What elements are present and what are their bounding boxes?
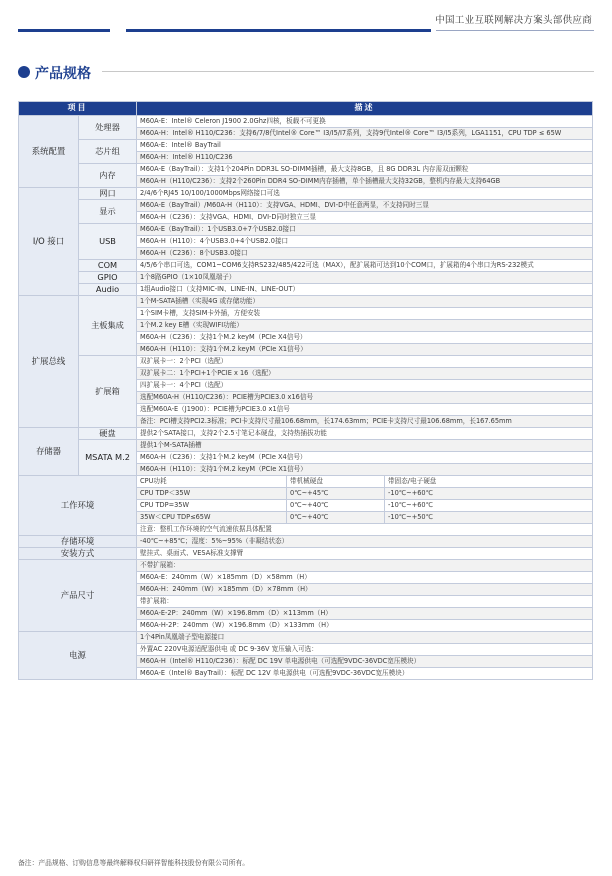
spec-value: 1个8路GPIO（1×10凤凰端子） — [137, 272, 593, 284]
spec-value: 1个4Pin凤凰端子型电源接口 — [137, 632, 593, 644]
sub-display: 显示 — [79, 200, 137, 224]
spec-value: 外置AC 220V电源适配器供电 或 DC 9-36V 宽压输入可选： — [137, 644, 593, 656]
spec-value: 双扩展卡二：1个PCI+1个PCIE x 16（选配） — [137, 368, 593, 380]
section-rule — [102, 71, 594, 72]
env-cell: -10℃~+60℃ — [385, 488, 593, 500]
env-cell: 0℃~+45℃ — [287, 488, 385, 500]
spec-value: M60A-E（BayTrail）：支持1个204Pin DDR3L SO-DIMM插槽，最大支持8GB，且 8G DDR3L 内存需双面颗粒 — [137, 164, 593, 176]
spec-value: 双扩展卡一：2个PCI（选配） — [137, 356, 593, 368]
spec-value: M60A-H（C236）：支持1个M.2 keyM（PCIe X4信号） — [137, 452, 593, 464]
spec-value: 选配M60A-H（H110/C236）：PCIE槽为PCIE3.0 x16信号 — [137, 392, 593, 404]
spec-value: 壁挂式、桌面式、VESA标准支撑臂 — [137, 548, 593, 560]
spec-value: 四扩展卡一：4个PCI（选配） — [137, 380, 593, 392]
spec-value: 4/5/6个串口可选，COM1~COM6支持RS232/485/422可选（MAX），配扩展箱可达到10个COM口，扩展箱的4个串口为RS-232模式 — [137, 260, 593, 272]
env-cell: CPU TDP=35W — [137, 500, 287, 512]
category-storage: 存储器 — [19, 428, 79, 476]
sub-box: 扩展箱 — [79, 356, 137, 428]
sub-usb: USB — [79, 224, 137, 260]
sub-lan: 网口 — [79, 188, 137, 200]
category-io: I/O 接口 — [19, 188, 79, 296]
spec-value: M60A-H（H110/C236）：支持2个260Pin DDR4 SO-DIMM内存插槽，单个插槽最大支持32GB，整机内存最大支持64GB — [137, 176, 593, 188]
category-storage-env: 存储环境 — [19, 536, 137, 548]
spec-value: M60A-E（BayTrail）/M60A-H（H110）：支持VGA、HDMI、DVI-D中任意两显，不支持同时三显 — [137, 200, 593, 212]
spec-value: 2/4/6个RJ45 10/100/1000Mbps网络接口可选 — [137, 188, 593, 200]
spec-value: M60A-E：240mm（W）×185mm（D）×58mm（H） — [137, 572, 593, 584]
category-power: 电源 — [19, 632, 137, 680]
spec-value: M60A-H：Intel® H110/C236：支持6/7/8代Intel® Core™ I3/I5/I7系列，支持9代Intel® Core™ I3/I5系列，LGA1151，CPU TDP ≤ 65W — [137, 128, 593, 140]
spec-value: 1个SIM卡槽，支持SIM卡外插，方便安装 — [137, 308, 593, 320]
spec-value: -40℃~+85℃；湿度：5%~95%（非凝结状态） — [137, 536, 593, 548]
env-note: 注意：整机工作环境的空气流速依据具体配置 — [137, 524, 593, 536]
sub-com: COM — [79, 260, 137, 272]
sub-audio: Audio — [79, 284, 137, 296]
env-head-ssd: 带固态/电子硬盘 — [385, 476, 593, 488]
env-head-cpu: CPU功耗 — [137, 476, 287, 488]
spec-value: M60A-H（C236）：支持1个M.2 keyM（PCIe X4信号） — [137, 332, 593, 344]
header-item: 项目 — [19, 102, 137, 116]
spec-value: M60A-H-2P：240mm（W）×196.8mm（D）×133mm（H） — [137, 620, 593, 632]
section-dot-icon — [18, 66, 30, 78]
category-size: 产品尺寸 — [19, 560, 137, 632]
spec-value: M60A-E：Intel® Celeron J1900 2.0Ghz四核，板载不可更换 — [137, 116, 593, 128]
header-bar-middle — [126, 29, 431, 32]
spec-table — [18, 101, 593, 680]
spec-value: 带扩展箱： — [137, 596, 593, 608]
spec-value: 1个M.2 key E槽（实现WIFI功能） — [137, 320, 593, 332]
spec-value: 选配M60A-E（J1900）：PCIE槽为PCIE3.0 x1信号 — [137, 404, 593, 416]
spec-value: M60A-E（BayTrail）：1个USB3.0+7个USB2.0接口 — [137, 224, 593, 236]
spec-value: 1组Audio接口（支持MIC-IN、LINE-IN、LINE-OUT） — [137, 284, 593, 296]
spec-value: 提供2个SATA接口，支持2个2.5寸笔记本硬盘，支持热插拔功能 — [137, 428, 593, 440]
header-desc: 描述 — [137, 102, 593, 116]
spec-value: M60A-H（H110）：支持1个M.2 keyM（PCIe X1信号） — [137, 464, 593, 476]
spec-value: 备注：PCI槽支持PCI2.3标准；PCI卡支持尺寸最106.68mm，长174.63mm；PCIE卡支持尺寸最106.68mm，长167.65mm — [137, 416, 593, 428]
sub-msata: MSATA M.2 — [79, 440, 137, 476]
spec-value: M60A-H（H110）：4个USB3.0+4个USB2.0接口 — [137, 236, 593, 248]
spec-value: M60A-H：Intel® H110/C236 — [137, 152, 593, 164]
spec-value: M60A-H（C236）：8个USB3.0接口 — [137, 248, 593, 260]
sub-chipset: 芯片组 — [79, 140, 137, 164]
env-cell: 0℃~+40℃ — [287, 500, 385, 512]
sub-processor: 处理器 — [79, 116, 137, 140]
env-cell: -10℃~+60℃ — [385, 500, 593, 512]
env-cell: CPU TDP＜35W — [137, 488, 287, 500]
header-bar-left — [18, 29, 110, 32]
sub-memory: 内存 — [79, 164, 137, 188]
spec-value: 1个M-SATA插槽（实现4G 或存储功能） — [137, 296, 593, 308]
spec-value: M60A-E：Intel® BayTrail — [137, 140, 593, 152]
env-cell: 0℃~+40℃ — [287, 512, 385, 524]
spec-value: M60A-H（H110）：支持1个M.2 keyM（PCIe X1信号） — [137, 344, 593, 356]
header-tagline: 中国工业互联网解决方案头部供应商 — [435, 15, 592, 26]
spec-value: M60A-H（C236）：支持VGA、HDMI、DVI-D同时独立三显 — [137, 212, 593, 224]
header-bar-right — [436, 30, 594, 31]
category-mount: 安装方式 — [19, 548, 137, 560]
env-cell: -10℃~+50℃ — [385, 512, 593, 524]
spec-value: 提供1个M-SATA插槽 — [137, 440, 593, 452]
category-system: 系统配置 — [19, 116, 79, 188]
spec-value: M60A-E（Intel® BayTrail）：标配 DC 12V 单电源供电（可选配9VDC-36VDC宽压模块） — [137, 668, 593, 680]
table-header-row — [19, 102, 593, 116]
env-head-hdd: 带机械硬盘 — [287, 476, 385, 488]
category-env: 工作环境 — [19, 476, 137, 536]
sub-hdd: 硬盘 — [79, 428, 137, 440]
env-cell: 35W＜CPU TDP≤65W — [137, 512, 287, 524]
spec-value: 不带扩展箱： — [137, 560, 593, 572]
spec-value: M60A-H（Intel® H110/C236）：标配 DC 19V 单电源供电（可选配9VDC-36VDC宽压模块） — [137, 656, 593, 668]
spec-value: M60A-H：240mm（W）×185mm（D）×78mm（H） — [137, 584, 593, 596]
sub-board: 主板集成 — [79, 296, 137, 356]
section-title: 产品规格 — [35, 66, 91, 82]
footnote: 备注：产品规格、订购信息等最终解释权归研祥智能科技股份有限公司所有。 — [18, 859, 250, 867]
spec-value: M60A-E-2P：240mm（W）×196.8mm（D）×113mm（H） — [137, 608, 593, 620]
category-expansion: 扩展总线 — [19, 296, 79, 428]
sub-gpio: GPIO — [79, 272, 137, 284]
